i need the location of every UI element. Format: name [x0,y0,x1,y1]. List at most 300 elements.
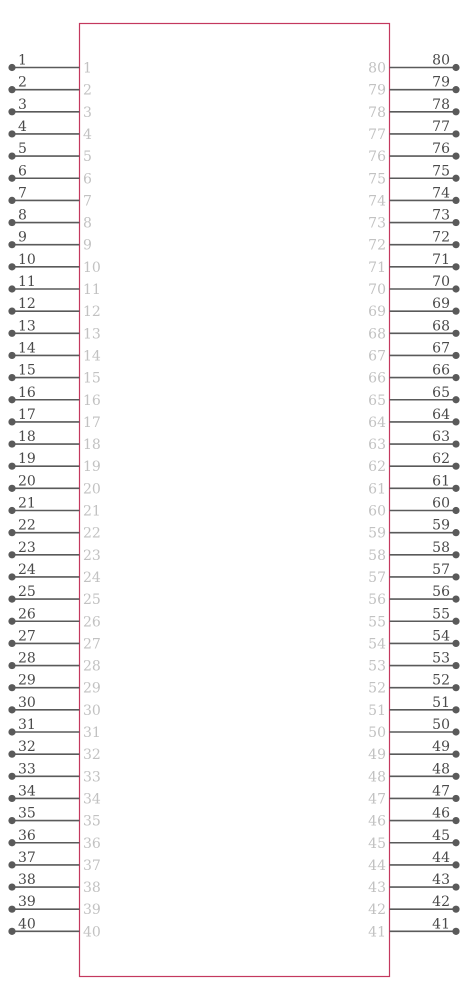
pin-54 [368,628,459,652]
pin-endpoint-dot [452,640,459,647]
pin-name-label: 1 [83,60,92,77]
pin-59 [368,518,459,542]
pin-number-label: 40 [18,916,36,933]
pin-number-label: 61 [432,473,450,490]
pin-27 [8,628,100,652]
pin-endpoint-dot [8,883,15,890]
pin-endpoint-dot [8,728,15,735]
pin-endpoint-dot [452,883,459,890]
pin-endpoint-dot [452,308,459,315]
pin-21 [8,496,100,520]
pin-number-label: 58 [432,539,450,556]
pin-name-label: 52 [368,680,386,697]
pin-number-label: 5 [18,141,27,158]
pin-endpoint-dot [8,153,15,160]
pin-number-label: 27 [18,628,36,645]
pin-23 [8,540,100,564]
pin-number-label: 19 [18,451,36,468]
pin-31 [8,717,100,741]
pin-number-label: 42 [432,894,450,911]
pin-endpoint-dot [452,153,459,160]
pin-number-label: 55 [432,606,450,623]
pin-endpoint-dot [452,440,459,447]
pin-endpoint-dot [8,928,15,935]
pin-number-label: 62 [432,451,450,468]
pin-name-label: 66 [368,370,386,387]
pin-number-label: 23 [18,539,36,556]
pin-number-label: 75 [432,163,450,180]
pin-number-label: 64 [432,406,450,423]
pin-number-label: 77 [432,118,450,135]
pin-endpoint-dot [8,596,15,603]
pin-name-label: 14 [83,348,101,365]
pin-name-label: 79 [368,82,386,99]
pin-name-label: 25 [83,592,101,609]
pin-16 [8,385,101,409]
pin-70 [368,274,459,298]
pin-number-label: 59 [432,517,450,534]
pin-endpoint-dot [8,773,15,780]
pin-22 [8,518,100,542]
pin-number-label: 43 [432,872,450,889]
pin-19 [8,451,100,475]
pin-number-label: 63 [432,429,450,446]
pin-name-label: 54 [368,636,386,653]
pin-name-label: 80 [368,60,386,77]
pin-number-label: 36 [18,827,36,844]
pin-number-label: 4 [18,118,27,135]
pin-endpoint-dot [452,219,459,226]
pin-endpoint-dot [452,706,459,713]
pin-name-label: 7 [83,193,92,210]
pin-endpoint-dot [452,928,459,935]
pin-endpoint-dot [8,130,15,137]
pin-endpoint-dot [8,795,15,802]
pin-number-label: 22 [18,517,36,534]
pin-endpoint-dot [452,751,459,758]
pin-name-label: 4 [83,126,92,143]
pin-number-label: 32 [18,739,36,756]
pin-39 [8,894,100,918]
pin-name-label: 50 [368,725,386,741]
pin-51 [368,695,459,719]
pin-number-label: 14 [18,340,36,357]
pin-endpoint-dot [8,263,15,270]
pin-number-label: 45 [432,827,450,844]
pin-endpoint-dot [452,906,459,913]
pin-number-label: 18 [18,429,36,446]
pin-number-label: 26 [18,606,36,623]
pin-name-label: 64 [368,414,386,431]
pin-endpoint-dot [8,352,15,359]
pin-name-label: 31 [83,725,101,741]
pin-67 [368,340,459,364]
pin-name-label: 55 [368,614,386,631]
pin-endpoint-dot [8,861,15,868]
pin-endpoint-dot [8,440,15,447]
pin-number-label: 11 [18,274,36,290]
pin-endpoint-dot [8,751,15,758]
pin-name-label: 56 [368,592,386,609]
pin-name-label: 20 [83,481,101,498]
pin-55 [368,606,459,630]
pin-number-label: 10 [18,251,36,268]
pin-66 [368,363,459,387]
pin-number-label: 72 [432,229,450,246]
pin-endpoint-dot [8,529,15,536]
pin-name-label: 73 [368,215,386,232]
pin-endpoint-dot [8,64,15,71]
pin-number-label: 35 [18,805,36,822]
pin-endpoint-dot [452,861,459,868]
pin-41 [368,916,459,940]
pin-endpoint-dot [8,285,15,292]
pin-number-label: 48 [432,761,450,778]
pin-endpoint-dot [8,219,15,226]
pin-name-label: 28 [83,658,101,675]
pin-number-label: 38 [18,872,36,889]
pin-number-label: 6 [18,163,27,180]
pin-name-label: 44 [368,857,386,874]
pin-endpoint-dot [8,906,15,913]
pin-name-label: 75 [368,171,386,188]
pin-name-label: 21 [83,503,101,520]
pin-number-label: 80 [432,52,450,69]
pin-78 [368,97,459,121]
pin-endpoint-dot [452,839,459,846]
pin-18 [8,429,100,453]
pin-name-label: 32 [83,747,101,764]
pin-endpoint-dot [452,684,459,691]
pin-25 [8,584,100,608]
pin-name-label: 71 [368,259,386,276]
pin-name-label: 57 [368,569,386,586]
pin-name-label: 39 [83,902,101,919]
pin-number-label: 41 [432,916,450,933]
pin-name-label: 17 [83,414,101,431]
pin-77 [368,119,459,143]
pin-name-label: 37 [83,857,101,874]
pin-26 [8,606,101,630]
pin-number-label: 57 [432,561,450,578]
pin-number-label: 21 [18,495,36,512]
pin-name-label: 58 [368,547,386,564]
pin-32 [8,739,100,763]
pin-name-label: 35 [83,813,101,830]
pin-number-label: 70 [432,274,450,290]
pin-name-label: 8 [83,215,92,232]
pin-number-label: 1 [18,52,27,69]
pin-name-label: 5 [83,149,92,166]
pin-name-label: 9 [83,237,92,254]
pin-58 [368,540,459,564]
pin-name-label: 74 [368,193,386,210]
pin-80 [368,53,459,77]
pin-number-label: 49 [432,739,450,756]
pin-name-label: 40 [83,924,101,941]
pin-name-label: 16 [83,392,101,409]
pin-38 [8,872,100,896]
pin-endpoint-dot [452,175,459,182]
pin-name-label: 10 [83,259,101,276]
pin-number-label: 13 [18,318,36,335]
pin-28 [8,651,100,675]
pin-number-label: 15 [18,362,36,379]
pin-name-label: 19 [83,459,101,476]
pin-name-label: 78 [368,104,386,121]
pin-48 [368,761,459,785]
pin-endpoint-dot [8,640,15,647]
pin-number-label: 79 [432,74,450,91]
pin-name-label: 65 [368,392,386,409]
pin-name-label: 63 [368,437,386,454]
left-pin-column [8,53,101,941]
pin-name-label: 15 [83,370,101,387]
pin-endpoint-dot [8,485,15,492]
pin-74 [368,185,459,209]
pin-name-label: 59 [368,525,386,542]
pin-33 [8,761,100,785]
pin-40 [8,916,100,940]
pin-number-label: 54 [432,628,450,645]
pin-number-label: 66 [432,362,450,379]
pin-number-label: 34 [18,783,36,800]
pin-endpoint-dot [452,130,459,137]
pin-number-label: 16 [18,384,36,401]
pin-number-label: 25 [18,584,36,601]
pin-endpoint-dot [8,817,15,824]
pin-endpoint-dot [452,263,459,270]
pin-endpoint-dot [8,463,15,470]
pin-endpoint-dot [452,330,459,337]
pin-name-label: 27 [83,636,101,653]
pin-endpoint-dot [452,507,459,514]
pin-number-label: 24 [18,561,36,578]
pin-number-label: 46 [432,805,450,822]
pin-number-label: 73 [432,207,450,224]
pin-20 [8,473,100,497]
pin-72 [368,230,459,254]
pin-14 [8,340,101,364]
pin-63 [368,429,459,453]
pin-number-label: 60 [432,495,450,512]
pin-number-label: 47 [432,783,450,800]
pin-endpoint-dot [8,839,15,846]
pin-endpoint-dot [452,396,459,403]
pin-endpoint-dot [452,418,459,425]
pin-10 [8,252,100,276]
pin-47 [368,783,459,807]
pin-44 [368,850,459,874]
pin-number-label: 3 [18,96,27,113]
pin-name-label: 34 [83,791,101,808]
pin-endpoint-dot [452,795,459,802]
pin-name-label: 76 [368,149,386,166]
pin-11 [8,274,100,298]
pin-number-label: 9 [18,229,27,246]
pin-number-label: 56 [432,584,450,601]
pin-endpoint-dot [8,396,15,403]
pin-name-label: 48 [368,769,386,786]
pin-65 [368,385,459,409]
pin-69 [368,296,459,320]
pin-name-label: 2 [83,82,92,99]
pin-75 [368,163,459,187]
pin-name-label: 69 [368,304,386,321]
pin-12 [8,296,100,320]
pin-64 [368,407,459,431]
pin-37 [8,850,100,874]
pin-endpoint-dot [452,374,459,381]
pin-76 [368,141,459,165]
pin-name-label: 3 [83,104,92,121]
pin-number-label: 51 [432,694,450,711]
pin-endpoint-dot [8,175,15,182]
pin-number-label: 65 [432,384,450,401]
pin-name-label: 18 [83,437,101,454]
pin-name-label: 24 [83,569,101,586]
pin-endpoint-dot [452,108,459,115]
pin-endpoint-dot [452,529,459,536]
pin-15 [8,363,100,387]
pin-name-label: 23 [83,547,101,564]
pin-name-label: 42 [368,902,386,919]
pin-number-label: 28 [18,650,36,667]
pin-number-label: 37 [18,849,36,866]
pin-number-label: 44 [432,849,450,866]
pin-endpoint-dot [452,352,459,359]
pin-endpoint-dot [452,241,459,248]
pin-name-label: 46 [368,813,386,830]
pin-name-label: 68 [368,326,386,343]
pin-name-label: 60 [368,503,386,520]
pin-name-label: 49 [368,747,386,764]
pin-endpoint-dot [452,86,459,93]
pin-endpoint-dot [8,684,15,691]
pin-name-label: 77 [368,126,386,143]
pin-endpoint-dot [8,108,15,115]
pin-endpoint-dot [452,197,459,204]
pin-endpoint-dot [8,308,15,315]
pin-42 [368,894,459,918]
pin-49 [368,739,459,763]
pin-endpoint-dot [452,728,459,735]
pin-name-label: 6 [83,171,92,188]
pin-17 [8,407,100,431]
pin-endpoint-dot [452,596,459,603]
pin-number-label: 17 [18,406,36,423]
pin-57 [368,562,459,586]
pin-number-label: 50 [432,717,450,733]
pin-number-label: 52 [432,672,450,689]
pin-name-label: 47 [368,791,386,808]
pin-46 [368,806,459,830]
pin-number-label: 12 [18,296,36,313]
pin-name-label: 61 [368,481,386,498]
pin-endpoint-dot [8,507,15,514]
pin-number-label: 69 [432,296,450,313]
pin-name-label: 38 [83,880,101,897]
pin-name-label: 30 [83,702,101,719]
pin-13 [8,318,100,342]
pin-52 [368,673,459,697]
pin-35 [8,806,100,830]
pin-endpoint-dot [8,551,15,558]
pin-endpoint-dot [8,197,15,204]
pin-endpoint-dot [452,64,459,71]
pin-number-label: 8 [18,207,27,224]
pin-73 [368,208,459,232]
pin-number-label: 30 [18,694,36,711]
pin-endpoint-dot [8,618,15,625]
pin-56 [368,584,459,608]
pin-45 [368,828,459,852]
pin-79 [368,75,459,99]
pin-number-label: 78 [432,96,450,113]
pin-endpoint-dot [8,330,15,337]
pin-number-label: 20 [18,473,36,490]
pin-number-label: 71 [432,251,450,268]
pin-61 [368,473,459,497]
pin-endpoint-dot [8,241,15,248]
pin-34 [8,783,101,807]
pin-endpoint-dot [452,817,459,824]
pin-name-label: 67 [368,348,386,365]
pin-name-label: 51 [368,702,386,719]
pin-71 [368,252,459,276]
ic-body-outline [80,24,390,977]
pin-endpoint-dot [452,662,459,669]
pin-name-label: 45 [368,835,386,852]
pin-endpoint-dot [8,418,15,425]
pin-number-label: 29 [18,672,36,689]
right-pin-column [368,53,459,941]
pin-endpoint-dot [452,573,459,580]
pin-36 [8,828,101,852]
pin-endpoint-dot [8,662,15,669]
pin-number-label: 68 [432,318,450,335]
pin-24 [8,562,101,586]
pin-name-label: 33 [83,769,101,786]
pin-endpoint-dot [452,618,459,625]
pin-name-label: 72 [368,237,386,254]
pin-endpoint-dot [452,773,459,780]
pin-number-label: 31 [18,717,36,733]
pin-53 [368,651,459,675]
pin-endpoint-dot [452,485,459,492]
pin-name-label: 70 [368,282,386,298]
pin-name-label: 13 [83,326,101,343]
pin-number-label: 2 [18,74,27,91]
pin-number-label: 33 [18,761,36,778]
pin-name-label: 41 [368,924,386,941]
pin-endpoint-dot [452,285,459,292]
pin-number-label: 67 [432,340,450,357]
pin-number-label: 39 [18,894,36,911]
pin-60 [368,496,459,520]
pin-68 [368,318,459,342]
pin-name-label: 36 [83,835,101,852]
pin-number-label: 74 [432,185,450,202]
pin-name-label: 12 [83,304,101,321]
pin-name-label: 26 [83,614,101,631]
pin-name-label: 11 [83,282,101,298]
pin-name-label: 29 [83,680,101,697]
pin-endpoint-dot [8,86,15,93]
pin-name-label: 22 [83,525,101,542]
pin-50 [368,717,459,741]
pin-number-label: 76 [432,141,450,158]
